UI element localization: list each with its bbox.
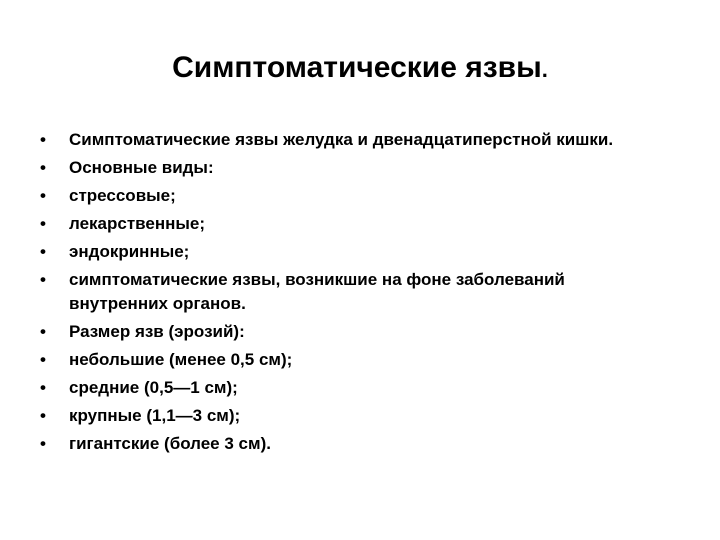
bullet-item	[40, 348, 640, 372]
bullet-text: гигантские (более 3 см).	[69, 434, 271, 453]
bullet-item	[40, 320, 640, 344]
bullet-list	[40, 128, 640, 460]
bullet-item	[40, 212, 640, 236]
bullet-item	[40, 432, 640, 456]
slide-title-text: Симптоматические язвы	[172, 51, 542, 84]
bullet-dot-icon: •	[40, 434, 46, 453]
bullet-item	[40, 240, 640, 264]
bullet-text: эндокринные;	[69, 242, 190, 261]
slide-title	[0, 50, 720, 88]
slide-title-suffix: .	[541, 57, 548, 82]
bullet-text: симптоматические язвы, возникшие на фоне заболеваний внутренних органов.	[69, 270, 565, 313]
bullet-item	[40, 268, 640, 316]
bullet-text: лекарственные;	[69, 214, 206, 233]
bullet-dot-icon: •	[40, 186, 46, 205]
bullet-dot-icon: •	[40, 406, 46, 425]
bullet-item	[40, 404, 640, 428]
bullet-dot-icon: •	[40, 322, 46, 341]
bullet-dot-icon: •	[40, 158, 46, 177]
bullet-text: средние (0,5—1 см);	[69, 378, 238, 397]
bullet-dot-icon: •	[40, 350, 46, 369]
bullet-item	[40, 128, 640, 152]
bullet-text: небольшие (менее 0,5 см);	[69, 350, 293, 369]
bullet-item	[40, 376, 640, 400]
bullet-dot-icon: •	[40, 242, 46, 261]
bullet-text: Основные виды:	[69, 158, 214, 177]
bullet-dot-icon: •	[40, 270, 46, 289]
bullet-text: Симптоматические язвы желудка и двенадцатиперстной кишки.	[69, 130, 614, 149]
bullet-dot-icon: •	[40, 130, 46, 149]
bullet-dot-icon: •	[40, 214, 46, 233]
bullet-text: стрессовые;	[69, 186, 176, 205]
bullet-dot-icon: •	[40, 378, 46, 397]
bullet-text: Размер язв (эрозий):	[69, 322, 245, 341]
bullet-item	[40, 156, 640, 180]
bullet-text: крупные (1,1—3 см);	[69, 406, 241, 425]
bullet-item	[40, 184, 640, 208]
